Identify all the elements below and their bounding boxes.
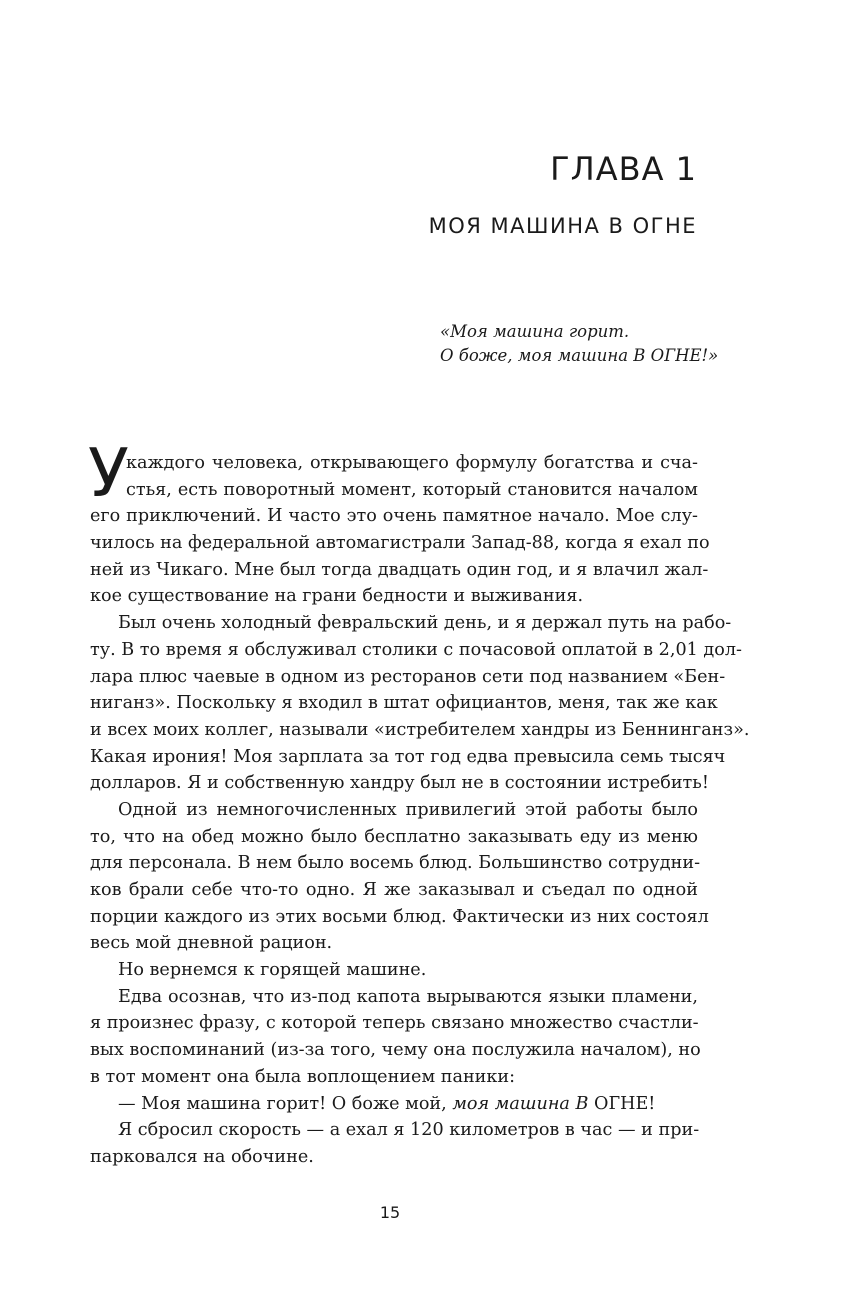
text-line: и всех моих коллег, называли «истребителем хандры из Беннинганз».	[90, 719, 750, 740]
text-line: то, что на обед можно было бесплатно заказывать еду из меню	[90, 826, 698, 847]
text-line: ков брали себе что-то одно. Я же заказывал и съедал по одной	[90, 880, 698, 900]
text-line: Был очень холодный февральский день, и я держал путь на рабо-	[118, 613, 732, 634]
text-line: весь мой дневной рацион.	[90, 933, 333, 954]
text-line: кое существование на грани бедности и выживания.	[90, 586, 584, 607]
text-line: парковался на обочине.	[90, 1146, 314, 1167]
text-line: Но вернемся к горящей машине.	[118, 960, 427, 981]
text-line: каждого человека, открывающего формулу богатства и сча-	[126, 453, 698, 473]
epigraph-line: «Моя машина горит.	[440, 322, 630, 341]
text-line: порции каждого из этих восьми блюд. Фактически из них состоял	[90, 906, 709, 927]
text-line: Какая ирония! Моя зарплата за тот год едва превысила семь тысяч	[90, 746, 726, 767]
text-line: чилось на федеральной автомагистрали Запад-88, когда я ехал по	[90, 533, 710, 554]
text-line: ту. В то время я обслуживал столики с почасовой оплатой в 2,01 дол-	[90, 639, 742, 660]
text-line: ней из Чикаго. Мне был тогда двадцать один год, и я влачил жал-	[90, 559, 709, 580]
quote-italic: моя машина В	[452, 1093, 589, 1114]
chapter-label: ГЛАВА 1	[550, 150, 697, 188]
text-line: стья, есть поворотный момент, который становится началом	[126, 479, 698, 500]
chapter-title: МОЯ МАШИНА В ОГНЕ	[428, 214, 697, 238]
page-number: 15	[379, 1203, 401, 1222]
text-line: для персонала. В нем было восемь блюд. Большинство сотрудни-	[90, 853, 701, 874]
body-text	[88, 434, 750, 1171]
text-line: Я сбросил скорость — а ехал я 120 километров в час — и при-	[118, 1120, 700, 1141]
text-line: вых воспоминаний (из-за того, чему она послужила началом), но	[90, 1040, 701, 1061]
text-line: я произнес фразу, с которой теперь связано множество счастли-	[90, 1013, 699, 1034]
epigraph	[440, 320, 719, 368]
text-line: Одной из немногочисленных привилегий этой работы было	[118, 799, 698, 820]
text-line: в тот момент она была воплощением паники:	[90, 1066, 516, 1087]
epigraph-line: О боже, моя машина В ОГНЕ!»	[440, 346, 719, 365]
quote-prefix: — Моя машина горит! О боже мой,	[118, 1093, 453, 1114]
text-line: Едва осознав, что из-под капота вырываются языки пламени,	[118, 986, 698, 1007]
text-line: его приключений. И часто это очень памятное начало. Мое слу-	[90, 506, 698, 527]
quote-line	[90, 1091, 698, 1118]
text-line: долларов. Я и собственную хандру был не в состоянии истребить!	[90, 773, 709, 794]
text-line: лара плюс чаевые в одном из ресторанов сети под названием «Бен-	[90, 666, 726, 687]
drop-cap: У	[88, 434, 129, 512]
quote-suffix: ОГНЕ!	[588, 1093, 656, 1114]
text-line: ниганз». Поскольку я входил в штат официантов, меня, так же как	[90, 693, 718, 714]
